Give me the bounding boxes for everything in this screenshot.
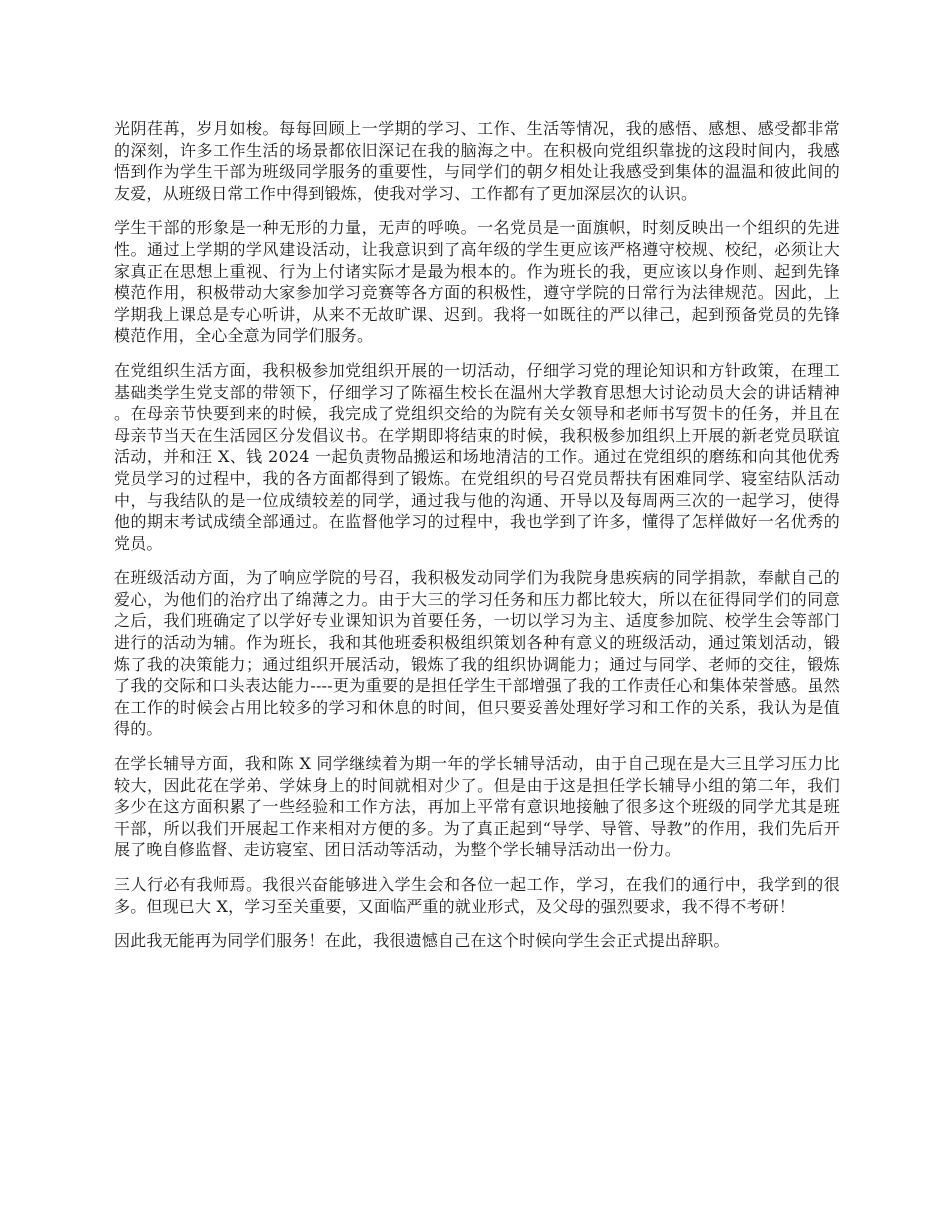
paragraph-6: 三人行必有我师焉。我很兴奋能够进入学生会和各位一起工作，学习，在我们的通行中，我学到的很多。但现已大 X，学习至关重要，又面临严重的就业形式，及父母的强烈要求，我不得不考研！ (114, 875, 840, 916)
paragraph-7: 因此我无能再为同学们服务！在此，我很遗憾自己在这个时候向学生会正式提出辞职。 (114, 931, 730, 951)
paragraph-4: 在班级活动方面，为了响应学院的号召，我积极发动同学们为我院身患疾病的同学捐款，奉献自己的爱心，为他们的治疗出了绵薄之力。由于大三的学习任务和压力都比较大，所以在征得同学们的同意之后，我们班确定了以学好专业课知识为首要任务，一切以学习为主、适度参加院、校学生会等部门进行的活动为辅。作为班长，我和其他班委积极组织策划各种有意义的班级活动，通过策划活动，锻炼了我的决策能力；通过组织开展活动，锻炼了我的组织协调能力；通过与同学、老师的交往，锻炼了我的交际和口头表达能力----更为重要的是担任学生干部增强了我的工作责任心和集体荣誉感。虽然在工作的时候会占用比较多的学习和休息的时间，但只要妥善处理好学习和工作的关系，我认为是值得的。 (114, 568, 840, 739)
paragraph-1: 光阴荏苒，岁月如梭。每每回顾上一学期的学习、工作、生活等情况，我的感悟、感想、感受都非常的深刻，许多工作生活的场景都依旧深记在我的脑海之中。在积极向党组织靠拢的这段时间内，我感悟到作为学生干部为班级同学服务的重要性，与同学们的朝夕相处让我感受到集体的温温和彼此间的友爱，从班级日常工作中得到锻炼，使我对学习、工作都有了更加深层次的认识。 (114, 119, 840, 203)
paragraph-3: 在党组织生活方面，我积极参加党组织开展的一切活动，仔细学习党的理论知识和方针政策，在理工基础类学生党支部的带领下，仔细学习了陈福生校长在温州大学教育思想大讨论动员大会的讲话精神。在母亲节快要到来的时候，我完成了党组织交给的为院有关女领导和老师书写贺卡的任务，并且在母亲节当天在生活园区分发倡议书。在学期即将结束的时候，我积极参加组织上开展的新老党员联谊活动，并和汪 X、钱 2024 一起负责物品搬运和场地清洁的工作。通过在党组织的磨练和向其他优秀党员学习的过程中，我的各方面都得到了锻炼。在党组织的号召党员帮扶有困难同学、寝室结队活动中，与我结队的是一位成绩较差的同学，通过我与他的沟通、开导以及每周两三次的一起学习，使得他的期末考试成绩全部通过。在监督他学习的过程中，我也学到了许多，懂得了怎样做好一名优秀的党员。 (114, 360, 840, 553)
paragraph-5: 在学长辅导方面，我和陈 X 同学继续着为期一年的学长辅导活动，由于自己现在是大三且学习压力比较大，因此花在学弟、学妹身上的时间就相对少了。但是由于这是担任学长辅导小组的第二年，我们多少在这方面积累了一些经验和工作方法，再加上平常有意识地接触了很多这个班级的同学尤其是班干部，所以我们开展起工作来相对方便的多。为了真正起到“导学、导管、导教”的作用，我们先后开展了晚自修监督、走访寝室、团日活动等活动，为整个学长辅导活动出一份力。 (114, 754, 840, 860)
document-body (114, 118, 840, 965)
paragraph-2: 学生干部的形象是一种无形的力量，无声的呼唤。一名党员是一面旗帜，时刻反映出一个组织的先进性。通过上学期的学风建设活动，让我意识到了高年级的学生更应该严格遵守校规、校纪，必须让大家真正在思想上重视、行为上付诸实际才是最为根本的。作为班长的我，更应该以身作则、起到先锋模范作用，积极带动大家参加学习竞赛等各方面的积极性，遵守学院的日常行为法律规范。因此，上学期我上课总是专心听讲，从来不无故旷课、迟到。我将一如既往的严以律己，起到预备党员的先锋模范作用，全心全意为同学们服务。 (114, 218, 840, 346)
